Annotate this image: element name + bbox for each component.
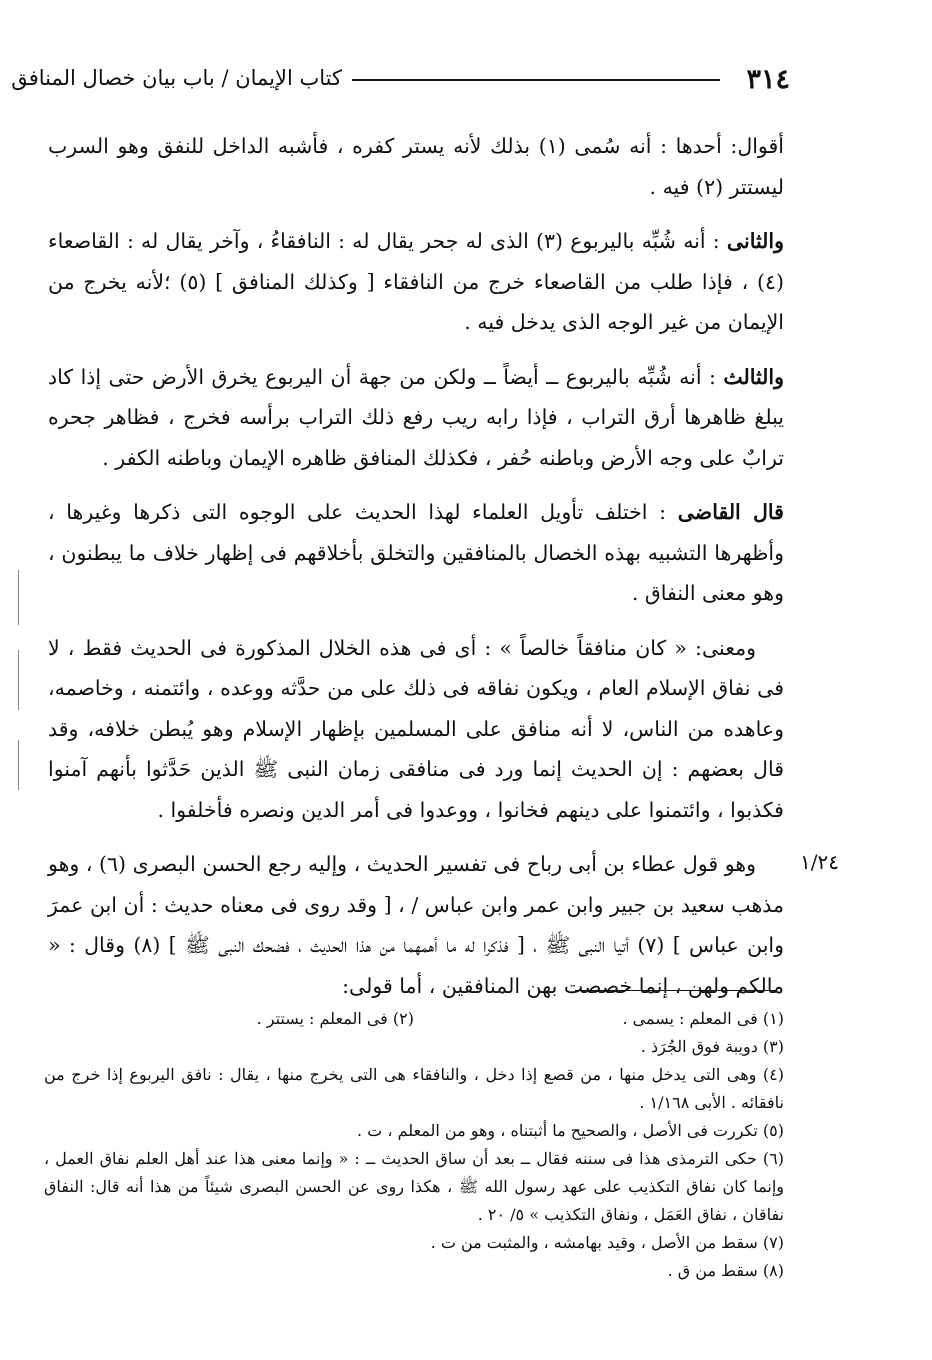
footnotes [44,1005,784,1285]
manuscript-folio-ref: ١/٢٤ [800,850,839,874]
paragraph-1 [48,126,784,207]
page-number: ٣١٤ [746,64,790,95]
paragraph-6 [48,844,784,1006]
paragraph-5 [48,628,784,831]
footnote-8: (٨) سقط من ق . [667,1261,784,1280]
paragraph-text: وهو قول عطاء بن أبى رباح فى تفسير الحديث ، وإليه رجع الحسن البصرى (٦) ، وهو مذهب سعيد بن جبير وابن عمر وابن عباس / ، [ وقد روى فى معناه حديث : أن ابن عمرَ وابن عباس ] (٧) أتيا النبى ﷺ ، [ فذكرا له ما أهمهما من هذا الحديث ، فضحك النبى ﷺ ] (٨) وقال : « مالكم ولهن ، إنما خصصت بهن المنافقين ، أما قولى: [48,852,784,998]
paragraph-text: : أنه شُبِّه باليربوع ــ أيضاً ــ ولكن من جهة أن اليربوع يخرق الأرض حتى إذا كاد يبلغ ظاهرها أرق التراب ، فإذا رابه ريب رفع ذلك التراب برأسه فخرج ، فظاهر جحره ترابٌ على وجه الأرض وباطنه حُفر ، فكذلك المنافق ظاهره الإيمان وباطنه الكفر . [48,364,784,470]
paragraph-text: : اختلف تأويل العلماء لهذا الحديث على الوجوه التى ذكرها وغيرها ، وأظهرها التشبيه بهذه الخصال بالمنافقين والتخلق بأخلاقهم فى إظهار خلاف ما يبطنون ، وهو معنى النفاق . [48,500,784,605]
paragraph-lead: والثانى [726,229,784,253]
footnote-4: (٤) وهى التى يدخل منها ، من قصع إذا دخل ، والنافقاء هى التى يخرج منها ، يقال : نافق اليربوع إذا خرج من نافقائه . الأبى ١/١٦٨ . [44,1065,784,1112]
paragraph-lead: قال القاضى [677,500,784,524]
footnote-separator [575,990,777,991]
footnote-2: (٢) فى المعلم : يستتر . [256,1009,414,1028]
left-margin-mark [18,740,19,790]
paragraph-text: ومعنى: « كان منافقاً خالصاً » : أى فى هذه الخلال المذكورة فى الحديث فقط ، لا فى نفاق الإسلام العام ، ويكون نفاقه فى ذلك على من حدَّثه ووعده ، وائتمنه ، وخاصمه، وعاهده من الناس، لا أنه منافق على المسلمين بإظهار الإسلام وهو يُبطن خلافه، وقد قال بعضهم : إن الحديث إنما ورد فى منافقى زمان النبى ﷺ الذين حَدَّثوا بأنهم آمنوا فكذبوا ، وائتمنوا على دينهم فخانوا ، ووعدوا فى أمر الدين ونصره فأخلفوا . [48,635,784,822]
left-margin-mark [18,650,19,710]
footnote-3: (٣) دويبة فوق الجُرَذ . [640,1037,784,1056]
left-margin-mark [18,570,19,625]
paragraph-text: أقوال: أحدها : أنه سُمى (١) بذلك لأنه يستر كفره ، فأشبه الداخل للنفق وهو السرب ليستتر (٢) فيه . [48,134,785,199]
footnote-5: (٥) تكررت فى الأصل ، والصحيح ما أثبتناه ، وهو من المعلم ، ت . [357,1121,784,1140]
footnote-6: (٦) حكى الترمذى هذا فى سننه فقال ــ بعد أن ساق الحديث ــ : « وإنما معنى هذا عند أهل العلم نفاق العمل ، وإنما كان نفاق التكذيب على عهد رسول الله ﷺ ، هكذا روى عن الحسن البصرى شيئاً من هذا أنه قال: النفاق نفاقان ، نفاق العَمَل ، ونفاق التكذيب » ٥/ ٢٠ . [44,1149,784,1224]
paragraph-4 [48,492,784,614]
footnote-row [44,1005,784,1033]
footnote-7: (٧) سقط من الأصل ، وقيد بهامشه ، والمثبت من ت . [430,1233,784,1252]
paragraph-text: : أنه شُبِّه باليربوع (٣) الذى له جحر يقال له : النافقاءُ ، وآخر يقال له : القاصعاء (٤) ، فإذا طلب من القاصعاء خرج من النافقاء [ وكذلك المنافق ] (٥) ؛لأنه يخرج من الإيمان من غير الوجه الذى يدخل فيه . [48,229,784,334]
paragraph-2 [48,221,784,343]
header-rule [352,79,720,81]
page-header [11,62,790,98]
running-title: كتاب الإيمان / باب بيان خصال المنافق [11,66,342,90]
footnote-1: (١) فى المعلم : يسمى . [622,1009,784,1028]
paragraph-lead: والثالث [723,364,784,389]
main-text [48,126,784,1020]
paragraph-3 [48,357,784,479]
